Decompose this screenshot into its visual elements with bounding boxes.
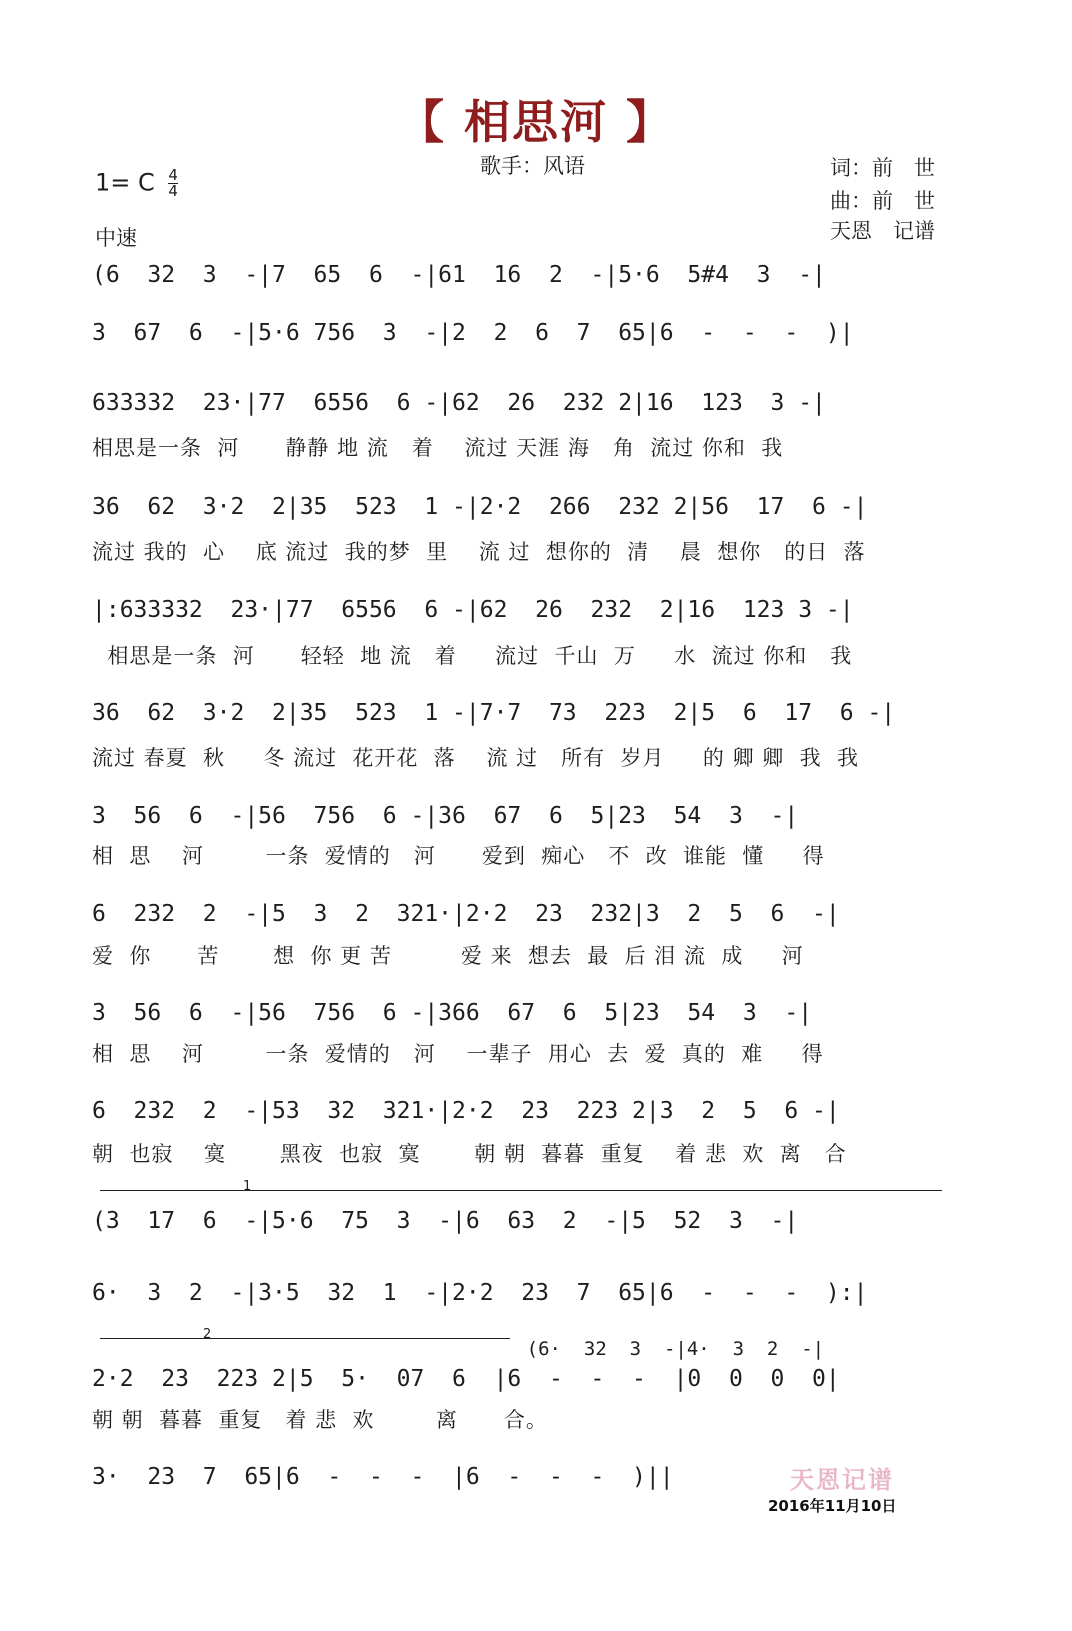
lyric-row: 爱 你 苦 想 你 更 苦 爱 来 想去 最 后 泪 流 成 河 [92,944,804,968]
transcriber-label: 天恩 记谱 [830,219,935,243]
score-row: 36 62 3·2 2|35 523 1 -|7·7 73 223 2|5 6 17 6 -| [92,700,896,726]
score-row: 3· 23 7 65|6 - - - |6 - - - )|| [92,1464,674,1490]
key-label: 1= C [95,168,155,197]
volta-number: 2 [203,1327,212,1342]
tempo-marking: 中速 [95,226,137,250]
score-row: 3 56 6 -|56 756 6 -|366 67 6 5|23 54 3 -| [92,1000,813,1026]
song-title: 【 相思河 】 [397,95,675,149]
key-signature [95,168,178,199]
score-row: (6· 32 3 -|4· 3 2 -| [92,1338,825,1360]
time-signature [168,168,178,199]
score-row: 2·2 23 223 2|5 5· 07 6 |6 - - - |0 0 0 0| [92,1366,840,1392]
singer-label: 歌手：风语 [480,154,585,178]
lyricist-label: 词：前 世 [830,156,935,180]
transcriber-stamp: 天恩记谱 [790,1466,894,1494]
score-row: 633332 23·|77 6556 6 -|62 26 232 2|16 123 3 -| [92,390,826,416]
lyric-row: 流过 我的 心 底 流过 我的梦 里 流 过 想你的 清 晨 想你 的日 落 [92,540,866,564]
composer-label: 曲：前 世 [830,189,935,213]
score-row: 3 67 6 -|5·6 756 3 -|2 2 6 7 65|6 - - - )| [92,320,854,346]
time-bottom: 4 [168,182,178,200]
volta-number: 1 [243,1179,252,1194]
lyric-row: 相 思 河 一条 爱情的 河 一辈子 用心 去 爱 真的 难 得 [92,1042,824,1066]
score-row: |:633332 23·|77 6556 6 -|62 26 232 2|16 123 3 -| [92,597,854,623]
volta-bracket-1 [100,1179,942,1194]
score-row: 6· 3 2 -|3·5 32 1 -|2·2 23 7 65|6 - - - ):| [92,1280,868,1306]
lyric-row: 流过 春夏 秋 冬 流过 花开花 落 流 过 所有 岁月 的 卿 卿 我 我 [92,746,859,770]
score-row: 36 62 3·2 2|35 523 1 -|2·2 266 232 2|56 17 6 -| [92,494,868,520]
score-row: 6 232 2 -|5 3 2 321·|2·2 23 232|3 2 5 6 -| [92,901,840,927]
score-row: (6 32 3 -|7 65 6 -|61 16 2 -|5·6 5#4 3 -| [92,262,826,288]
score-row: 3 56 6 -|56 756 6 -|36 67 6 5|23 54 3 -| [92,803,799,829]
lyric-row: 相思是一条 河 轻轻 地 流 着 流过 千山 万 水 流过 你和 我 [92,644,853,668]
score-row: (3 17 6 -|5·6 75 3 -|6 63 2 -|5 52 3 -| [92,1208,799,1234]
lyric-row: 相思是一条 河 静静 地 流 着 流过 天涯 海 角 流过 你和 我 [92,436,784,460]
lyric-row: 相 思 河 一条 爱情的 河 爱到 痴心 不 改 谁能 懂 得 [92,844,825,868]
transcription-date: 2016年11月10日 [768,1497,897,1515]
lyric-row: 朝 也寂 寞 黑夜 也寂 寞 朝 朝 暮暮 重复 着 悲 欢 离 合 [92,1142,847,1166]
score-row: 6 232 2 -|53 32 321·|2·2 23 223 2|3 2 5 6 -| [92,1098,840,1124]
time-top: 4 [168,166,178,184]
lyric-row: 朝 朝 暮暮 重复 着 悲 欢 离 合。 [92,1408,548,1432]
